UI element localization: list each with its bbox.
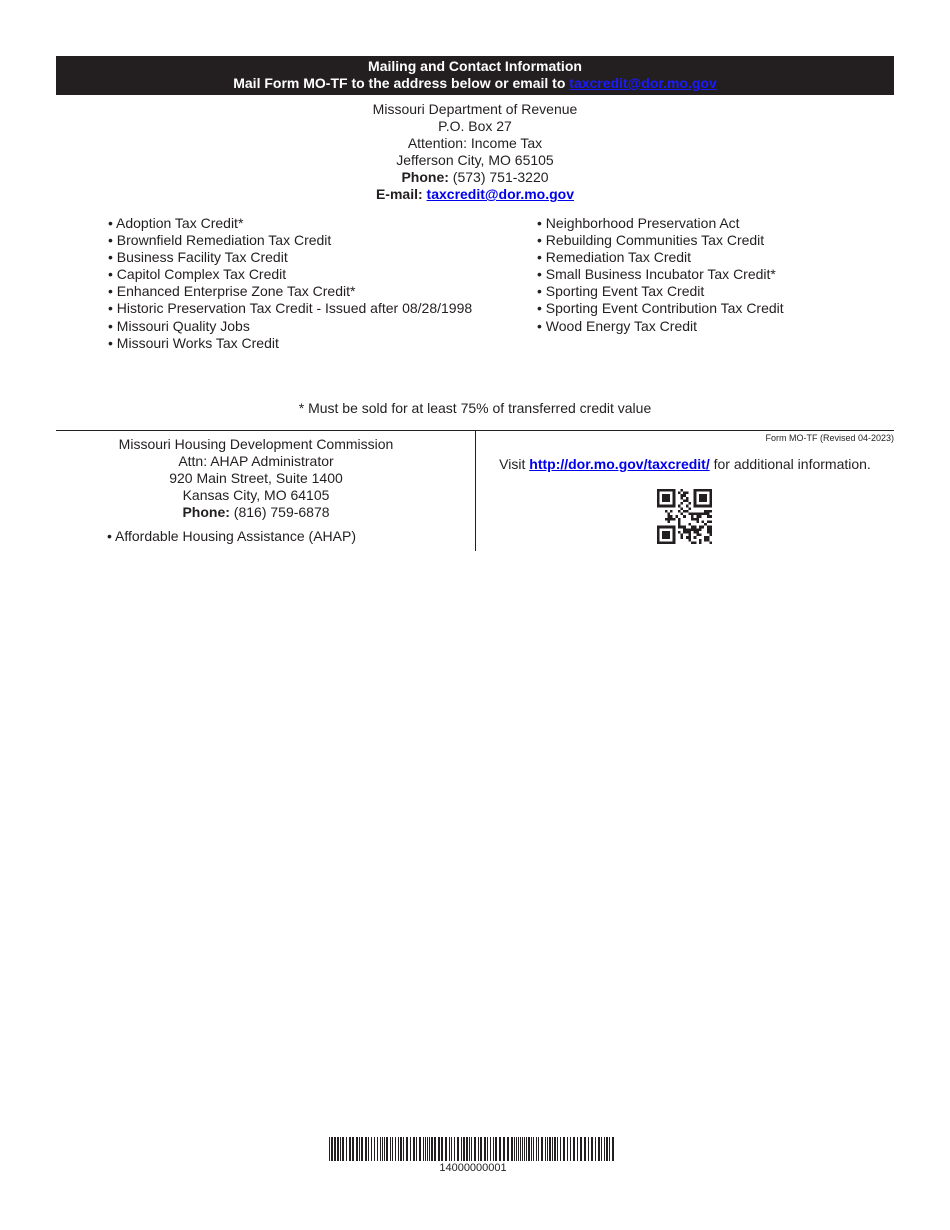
mhdc-address-line4: Kansas City, MO 64105	[182, 487, 330, 503]
list-item: • Small Business Incubator Tax Credit*	[537, 266, 776, 283]
header-title: Mailing and Contact Information	[368, 58, 582, 74]
list-item: • Missouri Quality Jobs	[108, 317, 250, 334]
dor-phone-number: (573) 751-3220	[452, 169, 549, 185]
dor-email-link[interactable]: taxcredit@dor.mo.gov	[426, 186, 575, 202]
visit-line	[476, 456, 894, 472]
list-item: • Affordable Housing Assistance (AHAP)	[107, 528, 356, 544]
list-item: • Sporting Event Contribution Tax Credit	[537, 300, 784, 317]
qr-code-icon	[657, 489, 712, 544]
list-item: • Capitol Complex Tax Credit	[108, 266, 287, 283]
list-item: • Historic Preservation Tax Credit - Issued after 08/28/1998	[108, 300, 473, 317]
visit-suffix: for additional information.	[713, 456, 871, 472]
list-item: • Sporting Event Tax Credit	[537, 283, 705, 300]
barcode-icon	[329, 1137, 617, 1161]
dor-phone-label: Phone:	[401, 169, 449, 185]
header-email-link[interactable]: taxcredit@dor.mo.gov	[569, 75, 717, 91]
barcode-number: 14000000001	[439, 1162, 507, 1174]
list-item: • Rebuilding Communities Tax Credit	[537, 232, 765, 249]
list-item: • Adoption Tax Credit*	[108, 215, 244, 231]
form-id: Form MO-TF (Revised 04-2023)	[765, 433, 894, 443]
list-item: • Neighborhood Preservation Act	[537, 215, 740, 231]
footnote: * Must be sold for at least 75% of transferred credit value	[298, 400, 652, 416]
dor-address-line2: P.O. Box 27	[438, 118, 512, 134]
credit-list-right	[537, 215, 784, 335]
mhdc-address-line2: Attn: AHAP Administrator	[178, 453, 334, 469]
credit-list-left	[108, 215, 472, 352]
list-item: • Business Facility Tax Credit	[108, 249, 288, 266]
contact-header	[56, 56, 894, 95]
list-item: • Enhanced Enterprise Zone Tax Credit*	[108, 283, 356, 300]
list-item: • Wood Energy Tax Credit	[537, 317, 698, 334]
visit-prefix: Visit	[499, 456, 526, 472]
taxcredit-url-link[interactable]: http://dor.mo.gov/taxcredit/	[529, 456, 710, 472]
dor-address	[56, 101, 894, 203]
dor-email-label: E-mail:	[375, 186, 423, 202]
mhdc-phone-label: Phone:	[182, 504, 230, 520]
header-subtitle	[56, 75, 894, 92]
list-item: • Brownfield Remediation Tax Credit	[108, 232, 332, 249]
mhdc-phone-number: (816) 759-6878	[233, 504, 330, 520]
mhdc-address	[56, 436, 456, 521]
header-subtitle-text: Mail Form MO-TF to the address below or email to	[233, 75, 566, 91]
mhdc-phone	[56, 504, 456, 521]
mhdc-address-line1: Missouri Housing Development Commission	[118, 436, 394, 452]
dor-email	[56, 186, 894, 203]
dor-address-line3: Attention: Income Tax	[407, 135, 543, 151]
dor-address-line1: Missouri Department of Revenue	[372, 101, 578, 117]
list-item: • Remediation Tax Credit	[537, 249, 692, 266]
dor-address-line4: Jefferson City, MO 65105	[396, 152, 554, 168]
mhdc-address-line3: 920 Main Street, Suite 1400	[169, 470, 343, 486]
list-item: • Missouri Works Tax Credit	[108, 334, 279, 351]
dor-phone	[56, 169, 894, 186]
vertical-divider	[475, 430, 476, 551]
